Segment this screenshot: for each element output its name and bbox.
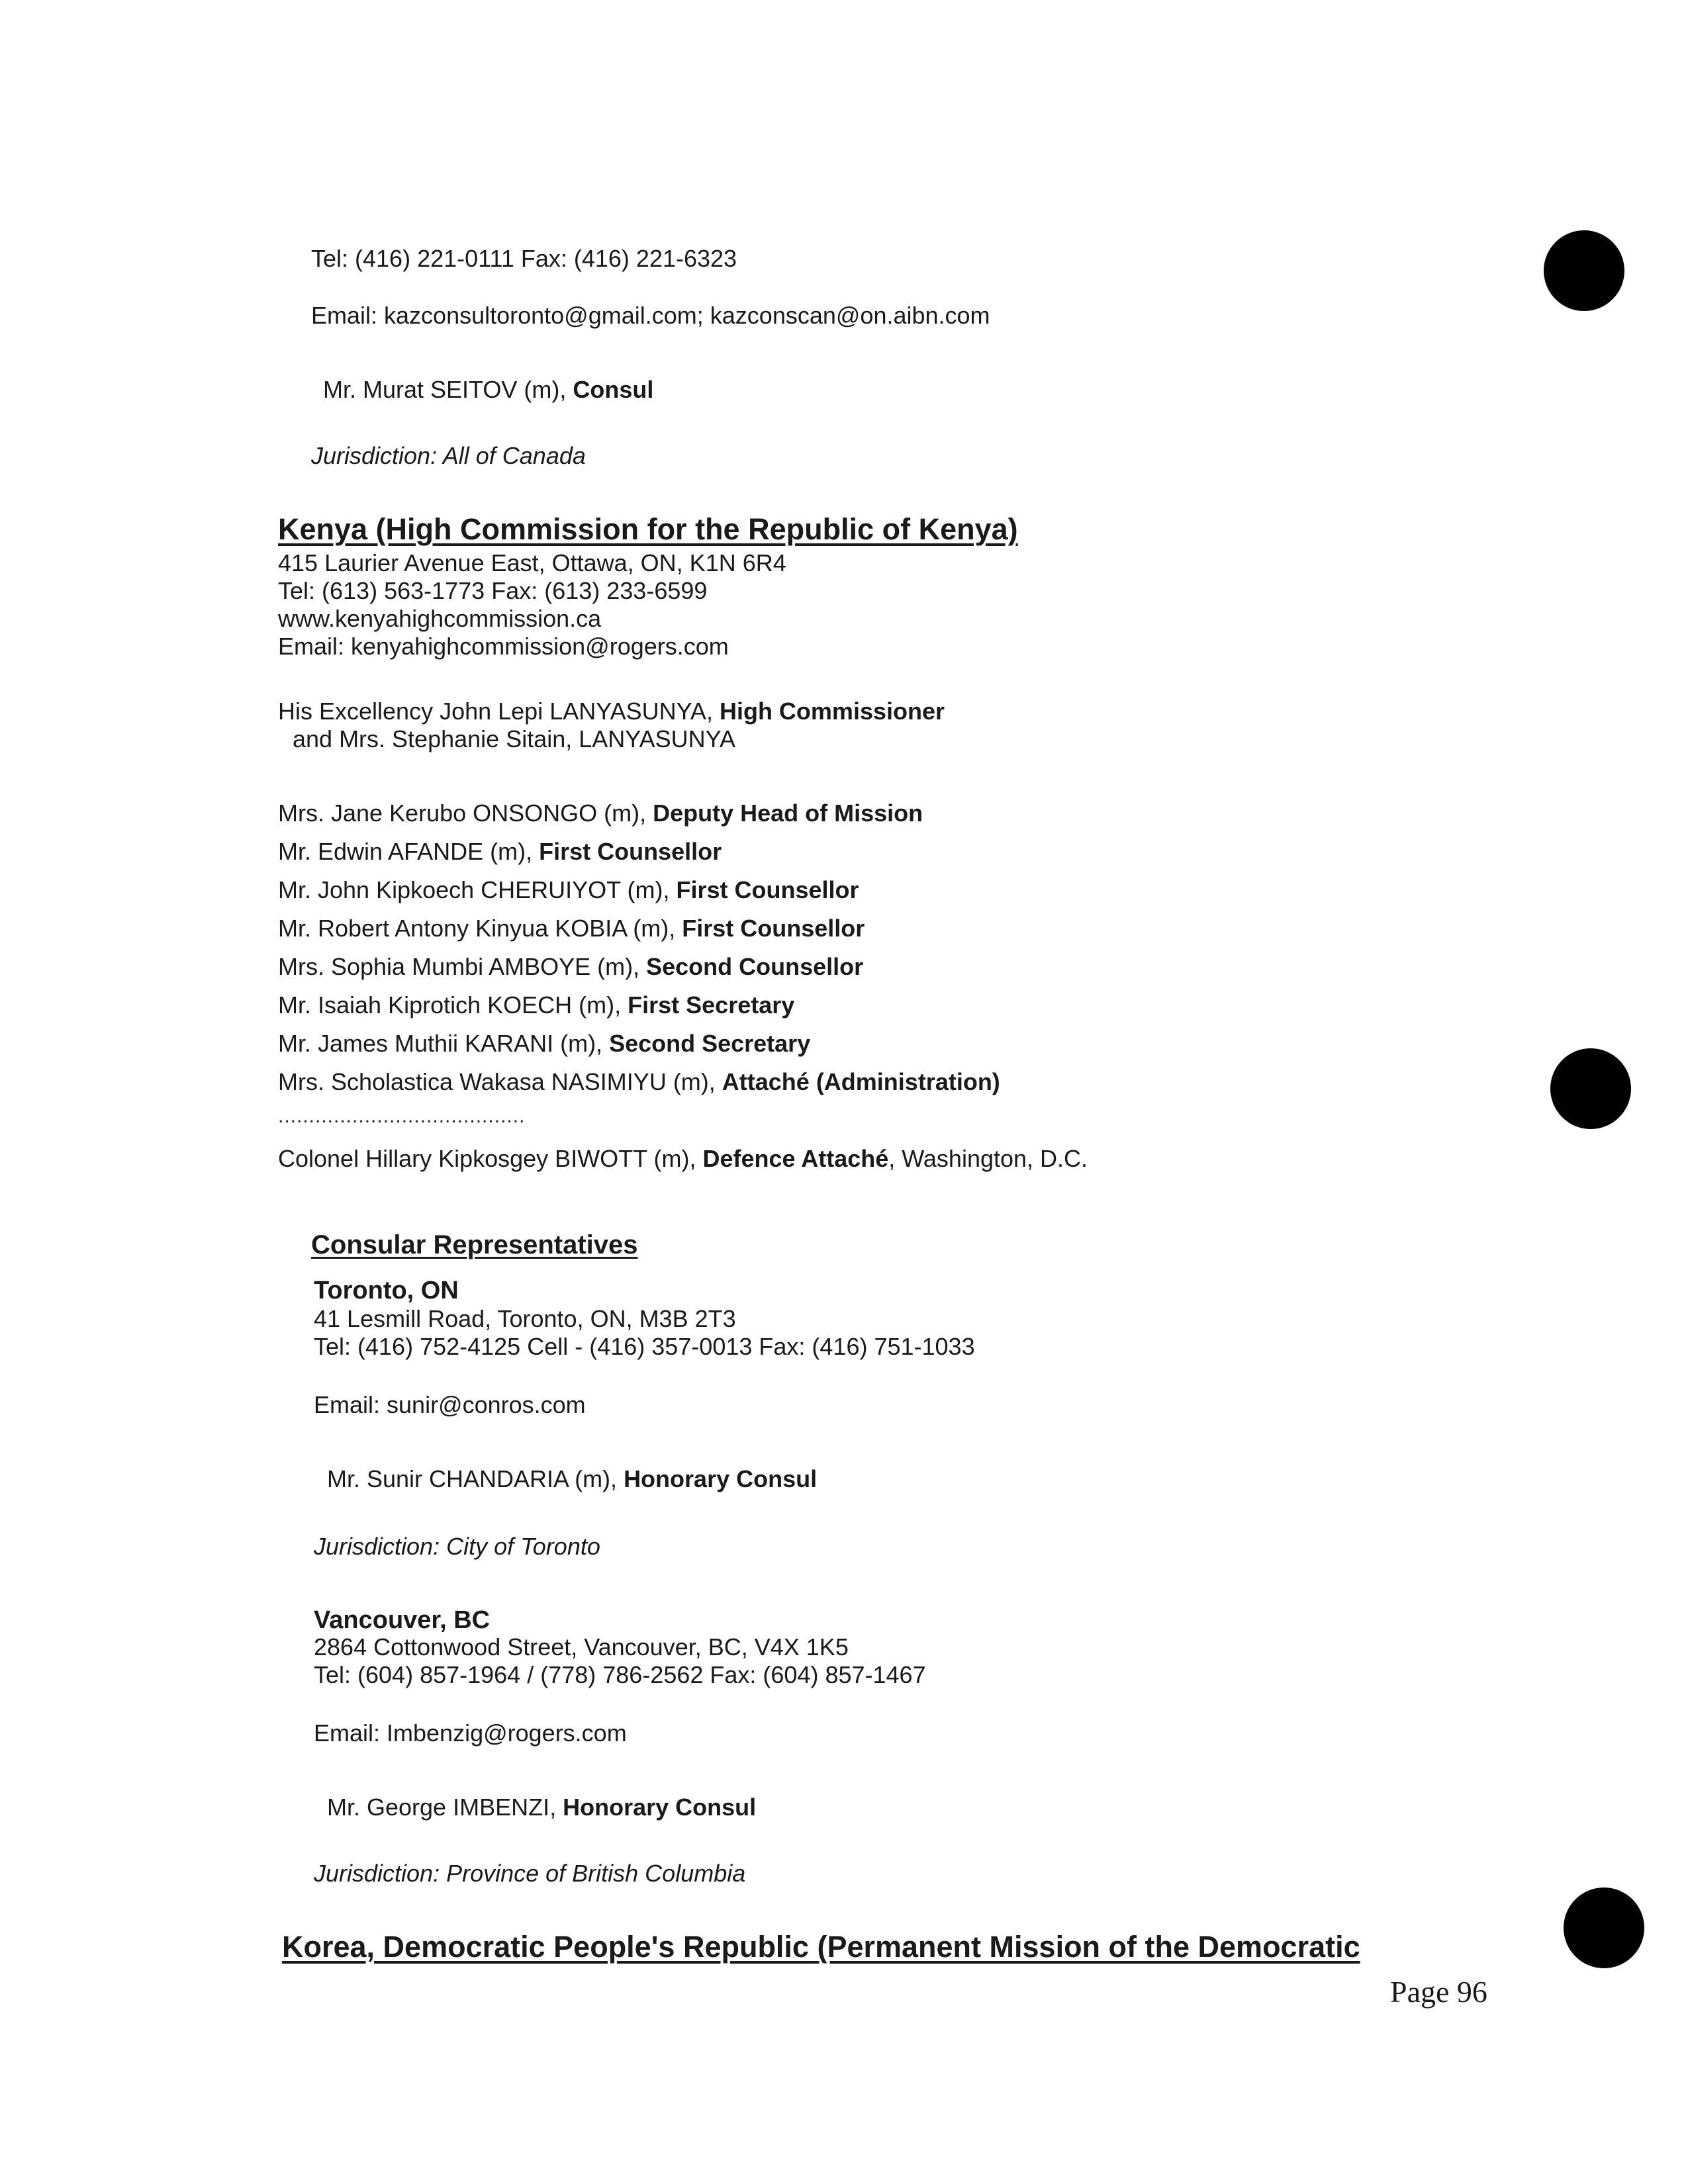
office-city: Vancouver, BC	[314, 1606, 491, 1634]
office-jurisdiction: Jurisdiction: Province of British Columbia	[314, 1860, 746, 1887]
office-email: Email: sunir@conros.com	[314, 1391, 586, 1418]
office-email: Email: Imbenzig@rogers.com	[314, 1719, 627, 1747]
office-officer: Mr. George IMBENZI, Honorary Consul	[327, 1794, 757, 1821]
officer-title: Consul	[573, 376, 654, 403]
officer-name: Mr. Murat SEITOV (m),	[323, 376, 573, 403]
kenya-email: Email: kenyahighcommission@rogers.com	[278, 633, 729, 660]
office-address: 41 Lesmill Road, Toronto, ON, M3B 2T3	[314, 1305, 736, 1332]
kenya-spouse: and Mrs. Stephanie Sitain, LANYASUNYA	[293, 725, 735, 752]
kenya-address: 415 Laurier Avenue East, Ottawa, ON, K1N 6R4	[278, 549, 786, 576]
staff-row: Mrs. Scholastica Wakasa NASIMIYU (m), Attaché (Administration)	[278, 1068, 1000, 1095]
kenya-head-of-mission: His Excellency John Lepi LANYASUNYA, High Commissioner	[278, 698, 945, 725]
kenya-heading: Kenya (High Commission for the Republic of Kenya)	[278, 512, 1018, 546]
staff-row: Mrs. Sophia Mumbi AMBOYE (m), Second Counsellor	[278, 953, 864, 980]
korea-heading: Korea, Democratic People's Republic (Permanent Mission of the Democratic	[282, 1930, 1360, 1964]
staff-row: Mr. James Muthii KARANI (m), Second Secretary	[278, 1030, 811, 1057]
page-number: Page 96	[1390, 1975, 1487, 2009]
staff-row: Mrs. Jane Kerubo ONSONGO (m), Deputy Head of Mission	[278, 799, 923, 827]
office-officer: Mr. Sunir CHANDARIA (m), Honorary Consul	[327, 1465, 818, 1492]
kenya-website: www.kenyahighcommission.ca	[278, 605, 602, 632]
kenya-defence-attache: Colonel Hillary Kipkosgey BIWOTT (m), Defence Attaché, Washington, D.C.	[278, 1145, 1088, 1172]
staff-row: Mr. Robert Antony Kinyua KOBIA (m), First Counsellor	[278, 915, 865, 942]
dotted-separator: ........................................	[278, 1105, 526, 1127]
kenya-tel: Tel: (613) 563-1773 Fax: (613) 233-6599	[278, 577, 708, 604]
office-address: 2864 Cottonwood Street, Vancouver, BC, V4X 1K5	[314, 1633, 849, 1661]
punch-hole	[1550, 1048, 1631, 1129]
office-tel: Tel: (416) 752-4125 Cell - (416) 357-0013 Fax: (416) 751-1033	[314, 1333, 975, 1360]
kazakhstan-email: Email: kazconsultoronto@gmail.com; kazconscan@on.aibn.com	[311, 302, 990, 329]
office-tel: Tel: (604) 857-1964 / (778) 786-2562 Fax: (604) 857-1467	[314, 1661, 926, 1688]
punch-hole	[1544, 230, 1624, 311]
consular-heading: Consular Representatives	[311, 1230, 638, 1259]
kazakhstan-jurisdiction: Jurisdiction: All of Canada	[311, 442, 586, 469]
staff-row: Mr. Edwin AFANDE (m), First Counsellor	[278, 838, 722, 865]
punch-hole	[1564, 1888, 1644, 1968]
staff-row: Mr. Isaiah Kiprotich KOECH (m), First Secretary	[278, 991, 795, 1019]
office-city: Toronto, ON	[314, 1277, 459, 1304]
kazakhstan-officer	[323, 376, 653, 404]
kazakhstan-tel: Tel: (416) 221-0111 Fax: (416) 221-6323	[311, 245, 737, 272]
office-jurisdiction: Jurisdiction: City of Toronto	[314, 1533, 600, 1560]
staff-row: Mr. John Kipkoech CHERUIYOT (m), First Counsellor	[278, 876, 859, 903]
